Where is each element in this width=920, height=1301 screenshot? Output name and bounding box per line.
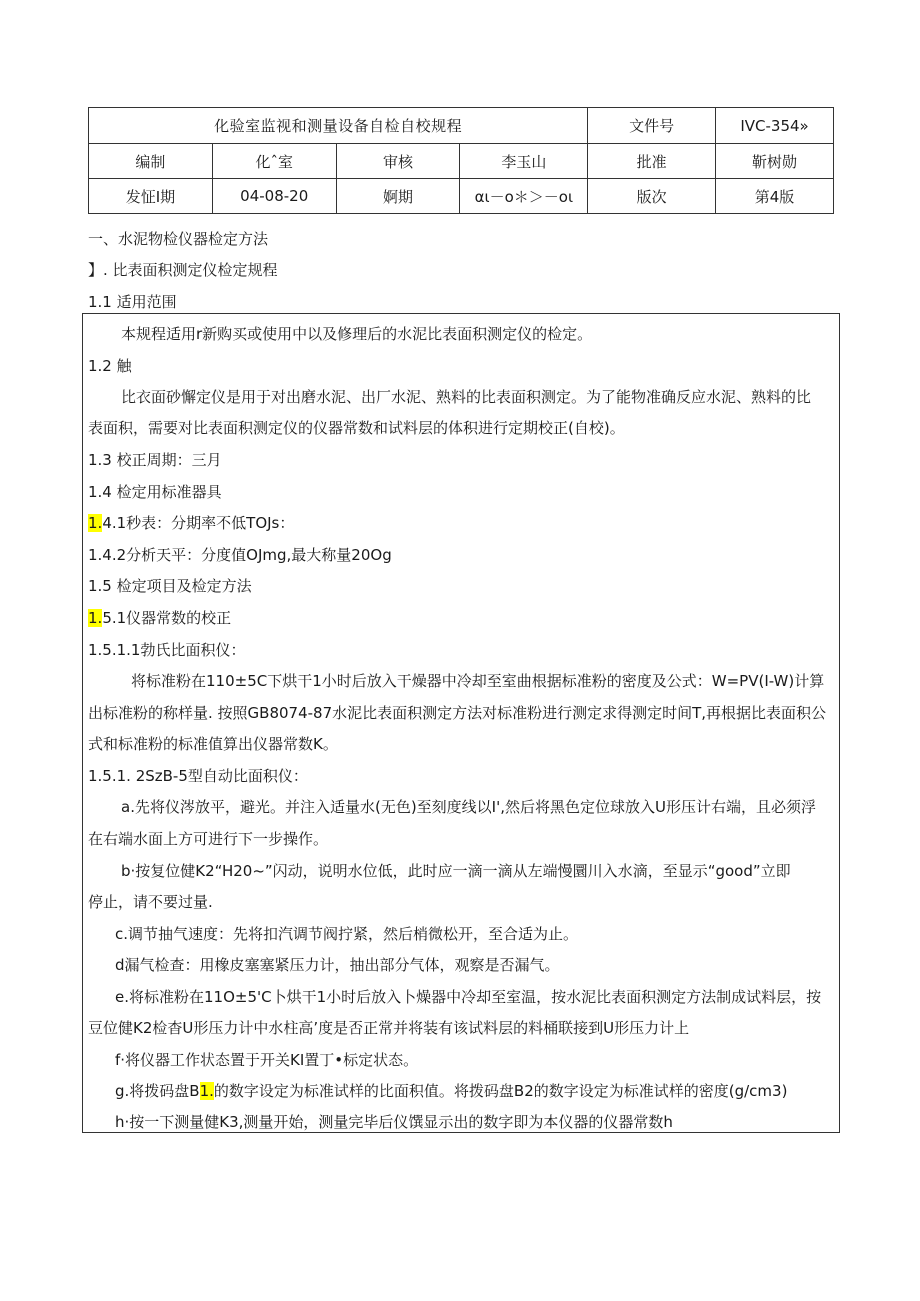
item-1-4-2: 1.4.2分析天平：分度值OJmg,最大称量20Og [88,546,392,564]
item-1-5-1-2: 1.5.1. 2SzB-5型自动比面积仪： [88,767,308,785]
edit-value: 化ˆ室 [212,144,336,179]
step-a-line2: 在右端水面上方可进行下一步操作。 [88,830,329,848]
step-b-line2: 停止，请不要过量. [88,893,213,911]
approve-label: 批准 [588,144,716,179]
section-title: 一、水泥物检仪器检定方法 [88,230,269,248]
step-b-line1: b·按复位健K2“H20~”闪动，说明水位低，此时应一滴一滴从左端慢圜川入水滴，至显示“good”立即 [121,862,791,880]
item-1-5-1-1: 1.5.1.1勃氏比面积仪： [88,641,246,659]
step-e-line1: e.将标准粉在11O±5'C卜烘干1小时后放入卜燥器中冷却至室温，按水泥比表面积测定方法制成试料层，按 [115,988,822,1006]
heading-1-2: 1.2 触 [88,357,132,375]
effective-date-label: 婀期 [336,179,460,214]
review-value: 李玉山 [460,144,588,179]
step-g-text-a: g.将拨码盘B [115,1082,200,1100]
step-g-text-b: 的数字设定为标准试样的比面积值。将拨码盘B2的数字设定为标准试样的密度(g/cm3) [213,1082,788,1100]
heading-1-5: 1.5 检定项目及检定方法 [88,577,252,595]
issue-date-label: 发怔I期 [89,179,213,214]
doc-no-value: IVC-354» [716,108,834,144]
issue-date-value: 04-08-20 [212,179,336,214]
step-e-line2: 豆位健K2检杳U形压力计中水柱高’度是否正常并将装有该试料层的料桶联接到U形压力计上 [88,1019,690,1037]
highlight-mark: 1. [199,1082,214,1100]
step-a-line1: a.先将仪涔放平，避光。并注入适量水(无色)至刻度线以I',然后将黑色定位球放入U形压计右端，且必须浮 [121,798,816,816]
standard-powder-line1: 将标准粉在110±5C下烘干1小时后放入干燥器中冷却至室曲根据标准粉的密度及公式：W=PV(I-W)计算 [131,672,825,690]
version-label: 版次 [588,179,716,214]
step-c: c.调节抽气速度：先将扣汽调节阀拧紧，然后梢微松开，至合适为止。 [115,925,579,943]
step-h: h·按一下测量健K3,测量开始，测量完毕后仪馔显示出的数字即为本仪器的仪器常数h [115,1113,673,1131]
document-title: 化验室监视和测量设备自检自校规程 [89,108,588,144]
highlight-mark: 1. [88,514,103,532]
item-1-5-1 [88,608,231,628]
subsection-title: 】. 比表面积测定仪检定规程 [88,261,278,279]
step-g [115,1081,787,1101]
edit-label: 编制 [89,144,213,179]
header-table [88,107,834,214]
approve-value: 靳树勋 [716,144,834,179]
item-1-4-1-text: 4.1秒表：分期率不低TOJs： [102,514,295,532]
item-1-5-1-text: 5.1仪器常数的校正 [102,609,232,627]
heading-1-4: 1.4 检定用标准器具 [88,483,222,501]
item-1-4-1 [88,513,294,533]
heading-1-1: 1.1 适用范围 [88,293,177,311]
step-f: f·将仪器工作状态置于开关KI置丁•标定状态。 [115,1051,419,1069]
highlight-mark: 1. [88,609,103,627]
paragraph-1-1: 本规程适用r新购买或使用中以及修理后的水泥比表面积测定仪的检定。 [121,325,593,343]
step-d: d漏气检查：用橡皮塞塞紧压力计，抽出部分气体，观察是否漏气。 [115,956,560,974]
standard-powder-line2: 出标准粉的称样量. 按照GB8074-87水泥比表面积测定方法对标准粉进行测定求得测定时间T,再根据比表面积公 [88,704,827,722]
heading-1-3: 1.3 校正周期：三月 [88,451,222,469]
doc-no-label: 文件号 [588,108,716,144]
standard-powder-line3: 式和标准粉的标准值算出仪器常数K。 [88,735,338,753]
paragraph-1-2-line2: 表面积，需要对比表面积测定仪的仪器常数和试料层的体积进行定期校正(自校)。 [88,419,625,437]
paragraph-1-2-line1: 比衣面砂懈定仪是用于对出磨水泥、出厂水泥、熟料的比表面积测定。为了能物准确反应水泥、熟料的比 [121,388,812,406]
effective-date-value: αι－ο＊＞－οι [460,179,588,214]
review-label: 审核 [336,144,460,179]
version-value: 第4版 [716,179,834,214]
